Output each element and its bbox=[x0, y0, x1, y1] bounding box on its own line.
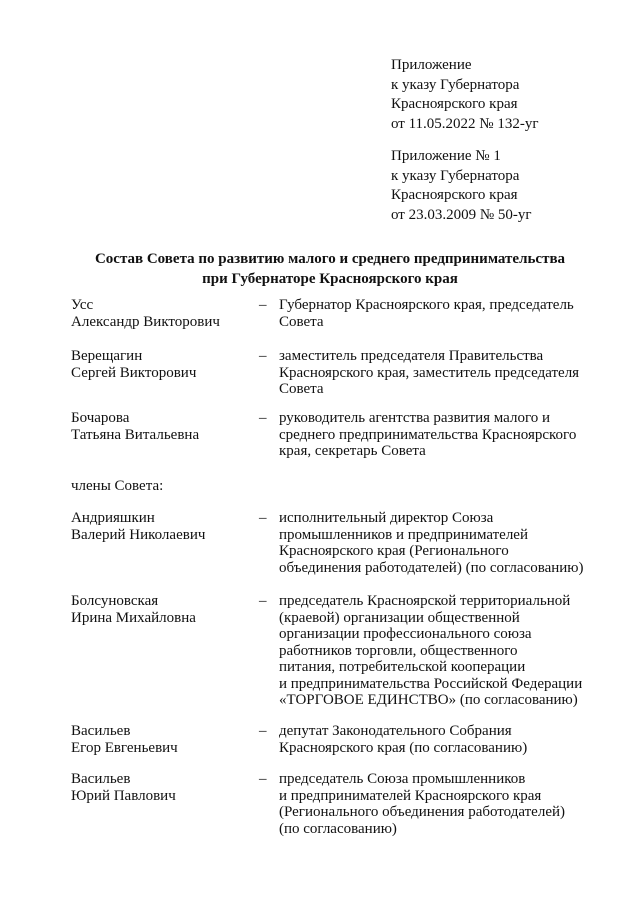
dash-separator: – bbox=[259, 410, 267, 426]
role-line: организации профессионального союза bbox=[279, 626, 532, 642]
dash-separator: – bbox=[259, 723, 267, 739]
title-line: при Губернаторе Красноярского края bbox=[202, 271, 458, 287]
member-surname: Верещагин bbox=[71, 348, 143, 364]
member-surname: Андрияшкин bbox=[71, 510, 155, 526]
document-title bbox=[60, 249, 600, 289]
role-line: (по согласованию) bbox=[279, 820, 397, 837]
dash-separator: – bbox=[259, 297, 267, 313]
appendix-header-current bbox=[391, 56, 539, 134]
member-name bbox=[71, 297, 220, 330]
role-line: Губернатор Красноярского края, председатель bbox=[279, 297, 574, 313]
header-line: от 11.05.2022 № 132-уг bbox=[391, 115, 539, 132]
role-line: (Регионального объединения работодателей) bbox=[279, 804, 565, 820]
member-surname: Васильев bbox=[71, 723, 131, 739]
title-line: Состав Совета по развитию малого и среднего предпринимательства bbox=[94, 251, 566, 267]
member-role bbox=[279, 510, 584, 576]
header-line: Приложение bbox=[391, 57, 472, 73]
member-name bbox=[71, 410, 199, 443]
member-given-names: Ирина Михайловна bbox=[71, 609, 196, 626]
member-surname: Васильев bbox=[71, 771, 131, 787]
dash-separator: – bbox=[259, 510, 267, 526]
role-line: и предпринимателей Красноярского края bbox=[279, 787, 542, 804]
role-line: руководитель агентства развития малого и bbox=[279, 410, 551, 426]
role-line: исполнительный директор Союза bbox=[279, 510, 494, 526]
member-surname: Усс bbox=[71, 297, 94, 313]
member-role bbox=[279, 723, 527, 756]
header-line: от 23.03.2009 № 50-уг bbox=[391, 206, 532, 223]
role-line: питания, потребительской кооперации bbox=[279, 659, 526, 675]
header-line: к указу Губернатора bbox=[391, 167, 520, 184]
member-role bbox=[279, 410, 576, 460]
role-line: «ТОРГОВОЕ ЕДИНСТВО» (по согласованию) bbox=[279, 692, 578, 708]
role-line: председатель Союза промышленников bbox=[279, 771, 526, 787]
role-line: Красноярского края, заместитель председателя bbox=[279, 364, 580, 381]
role-line: Совета bbox=[279, 313, 324, 330]
role-line: депутат Законодательного Собрания bbox=[279, 723, 512, 739]
role-line: Красноярского края (по согласованию) bbox=[279, 739, 528, 756]
member-role bbox=[279, 297, 574, 330]
member-role bbox=[279, 593, 582, 709]
member-given-names: Александр Викторович bbox=[71, 313, 220, 330]
dash-separator: – bbox=[259, 348, 267, 364]
member-role bbox=[279, 348, 579, 398]
role-line: Совета bbox=[279, 381, 324, 397]
role-line: промышленников и предпринимателей bbox=[279, 526, 528, 543]
header-line: Красноярского края bbox=[391, 187, 518, 203]
dash-separator: – bbox=[259, 771, 267, 787]
member-given-names: Татьяна Витальевна bbox=[71, 426, 200, 443]
member-given-names: Валерий Николаевич bbox=[71, 526, 206, 543]
role-line: (краевой) организации общественной bbox=[279, 609, 520, 626]
role-line: заместитель председателя Правительства bbox=[279, 348, 544, 364]
role-line: среднего предпринимательства Красноярского bbox=[279, 426, 577, 443]
member-surname: Бочарова bbox=[71, 410, 130, 426]
dash-separator: – bbox=[259, 593, 267, 609]
role-line: Красноярского края (Регионального bbox=[279, 543, 509, 559]
member-name bbox=[71, 593, 196, 626]
member-surname: Болсуновская bbox=[71, 593, 159, 609]
member-name bbox=[71, 510, 205, 543]
role-line: объединения работодателей) (по согласованию) bbox=[279, 559, 584, 576]
header-line: Красноярского края bbox=[391, 96, 518, 112]
member-given-names: Юрий Павлович bbox=[71, 787, 176, 804]
member-given-names: Сергей Викторович bbox=[71, 364, 197, 381]
member-role bbox=[279, 771, 565, 837]
member-name bbox=[71, 723, 178, 756]
role-line: и предпринимательства Российской Федерации bbox=[279, 675, 583, 692]
role-line: края, секретарь Совета bbox=[279, 443, 426, 459]
member-given-names: Егор Евгеньевич bbox=[71, 739, 178, 756]
appendix-header-original bbox=[391, 147, 532, 225]
header-line: к указу Губернатора bbox=[391, 76, 520, 93]
member-name bbox=[71, 771, 176, 804]
role-line: работников торговли, общественного bbox=[279, 642, 518, 659]
header-line: Приложение № 1 bbox=[391, 148, 501, 164]
members-label: члены Совета: bbox=[71, 478, 164, 494]
role-line: председатель Красноярской территориальной bbox=[279, 593, 571, 609]
member-name bbox=[71, 348, 196, 381]
